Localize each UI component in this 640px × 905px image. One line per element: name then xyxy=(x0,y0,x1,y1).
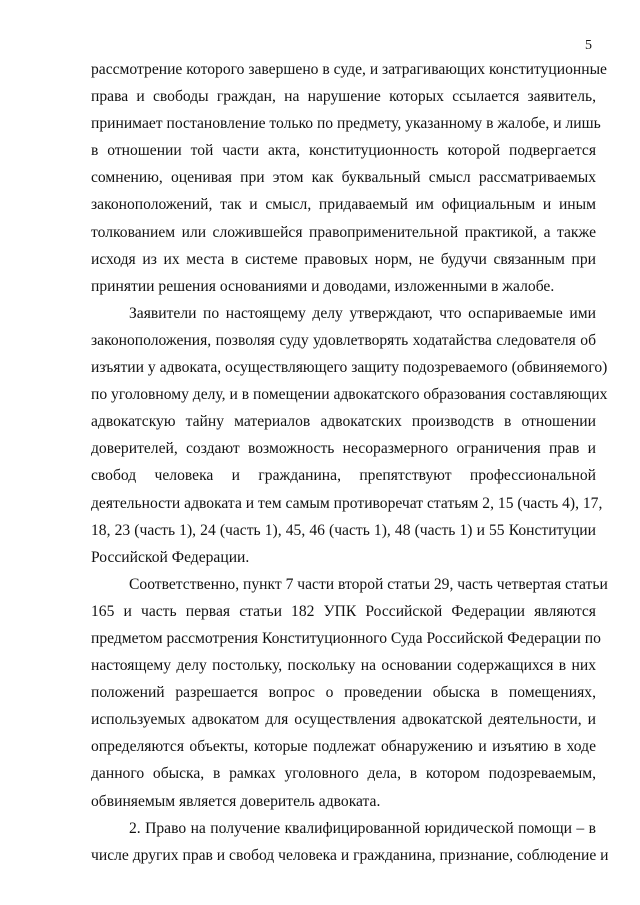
text-line: Соответственно, пункт 7 части второй статьи 29, часть четвертая статьи xyxy=(129,575,608,593)
paragraph-2 xyxy=(91,300,608,571)
text-line: доверителей, создают возможность несоразмерного ограничения прав и xyxy=(91,440,596,458)
text-line: данного обыска, в рамках уголовного дела, в котором подозреваемым, xyxy=(91,765,596,783)
text-line: числе других прав и свобод человека и гражданина, признание, соблюдение и xyxy=(91,846,609,864)
text-line: определяются объекты, которые подлежат обнаружению и изъятию в ходе xyxy=(91,738,596,756)
text-line: используемых адвокатом для осуществления адвокатской деятельности, и xyxy=(91,711,596,729)
text-line: 18, 23 (часть 1), 24 (часть 1), 45, 46 (часть 1), 48 (часть 1) и 55 Конституции xyxy=(91,521,596,539)
text-line: деятельности адвоката и тем самым противоречат статьям 2, 15 (часть 4), 17, xyxy=(91,494,603,512)
text-line: принимает постановление только по предмету, указанному в жалобе, и лишь xyxy=(91,115,601,133)
text-line: Заявители по настоящему делу утверждают, что оспариваемые ими xyxy=(129,304,596,322)
paragraph-3 xyxy=(91,571,608,815)
text-line: права и свободы граждан, на нарушение которых ссылается заявитель, xyxy=(91,88,596,106)
text-line: адвокатскую тайну материалов адвокатских производств в отношении xyxy=(91,413,596,431)
text-line: Российской Федерации. xyxy=(91,548,250,566)
text-line: настоящему делу постольку, поскольку на основании содержащихся в них xyxy=(91,657,596,675)
text-line: в отношении той части акта, конституционность которой подвергается xyxy=(91,142,596,160)
text-line: изъятии у адвоката, осуществляющего защиту подозреваемого (обвиняемого) xyxy=(91,359,608,377)
text-line: свобод человека и гражданина, препятствуют профессиональной xyxy=(91,467,596,485)
paragraph-1 xyxy=(91,56,607,300)
document-body xyxy=(91,56,609,869)
text-line: обвиняемым является доверитель адвоката. xyxy=(91,792,381,810)
text-line: положений разрешается вопрос о проведении обыска в помещениях, xyxy=(91,684,596,702)
text-line: толкованием или сложившейся правоприменительной практикой, а также xyxy=(91,223,596,241)
text-line: исходя из их места в системе правовых норм, не будучи связанным при xyxy=(91,250,596,268)
text-line: по уголовному делу, и в помещении адвокатского образования составляющих xyxy=(91,386,608,404)
text-line: 2. Право на получение квалифицированной юридической помощи – в xyxy=(129,819,596,837)
text-line: предметом рассмотрения Конституционного Суда Российской Федерации по xyxy=(91,629,601,647)
text-line: 165 и часть первая статьи 182 УПК Российской Федерации являются xyxy=(91,602,596,620)
text-line: законоположений, так и смысл, придаваемый им официальным и иным xyxy=(91,196,596,214)
text-line: принятии решения основаниями и доводами, изложенными в жалобе. xyxy=(91,277,555,295)
text-line: сомнению, оценивая при этом как буквальный смысл рассматриваемых xyxy=(91,169,596,187)
page-number: 5 xyxy=(585,38,592,53)
text-line: рассмотрение которого завершено в суде, и затрагивающих конституционные xyxy=(91,61,607,78)
paragraph-4 xyxy=(91,815,609,869)
text-line: законоположения, позволяя суду удовлетворять ходатайства следователя об xyxy=(91,331,596,349)
